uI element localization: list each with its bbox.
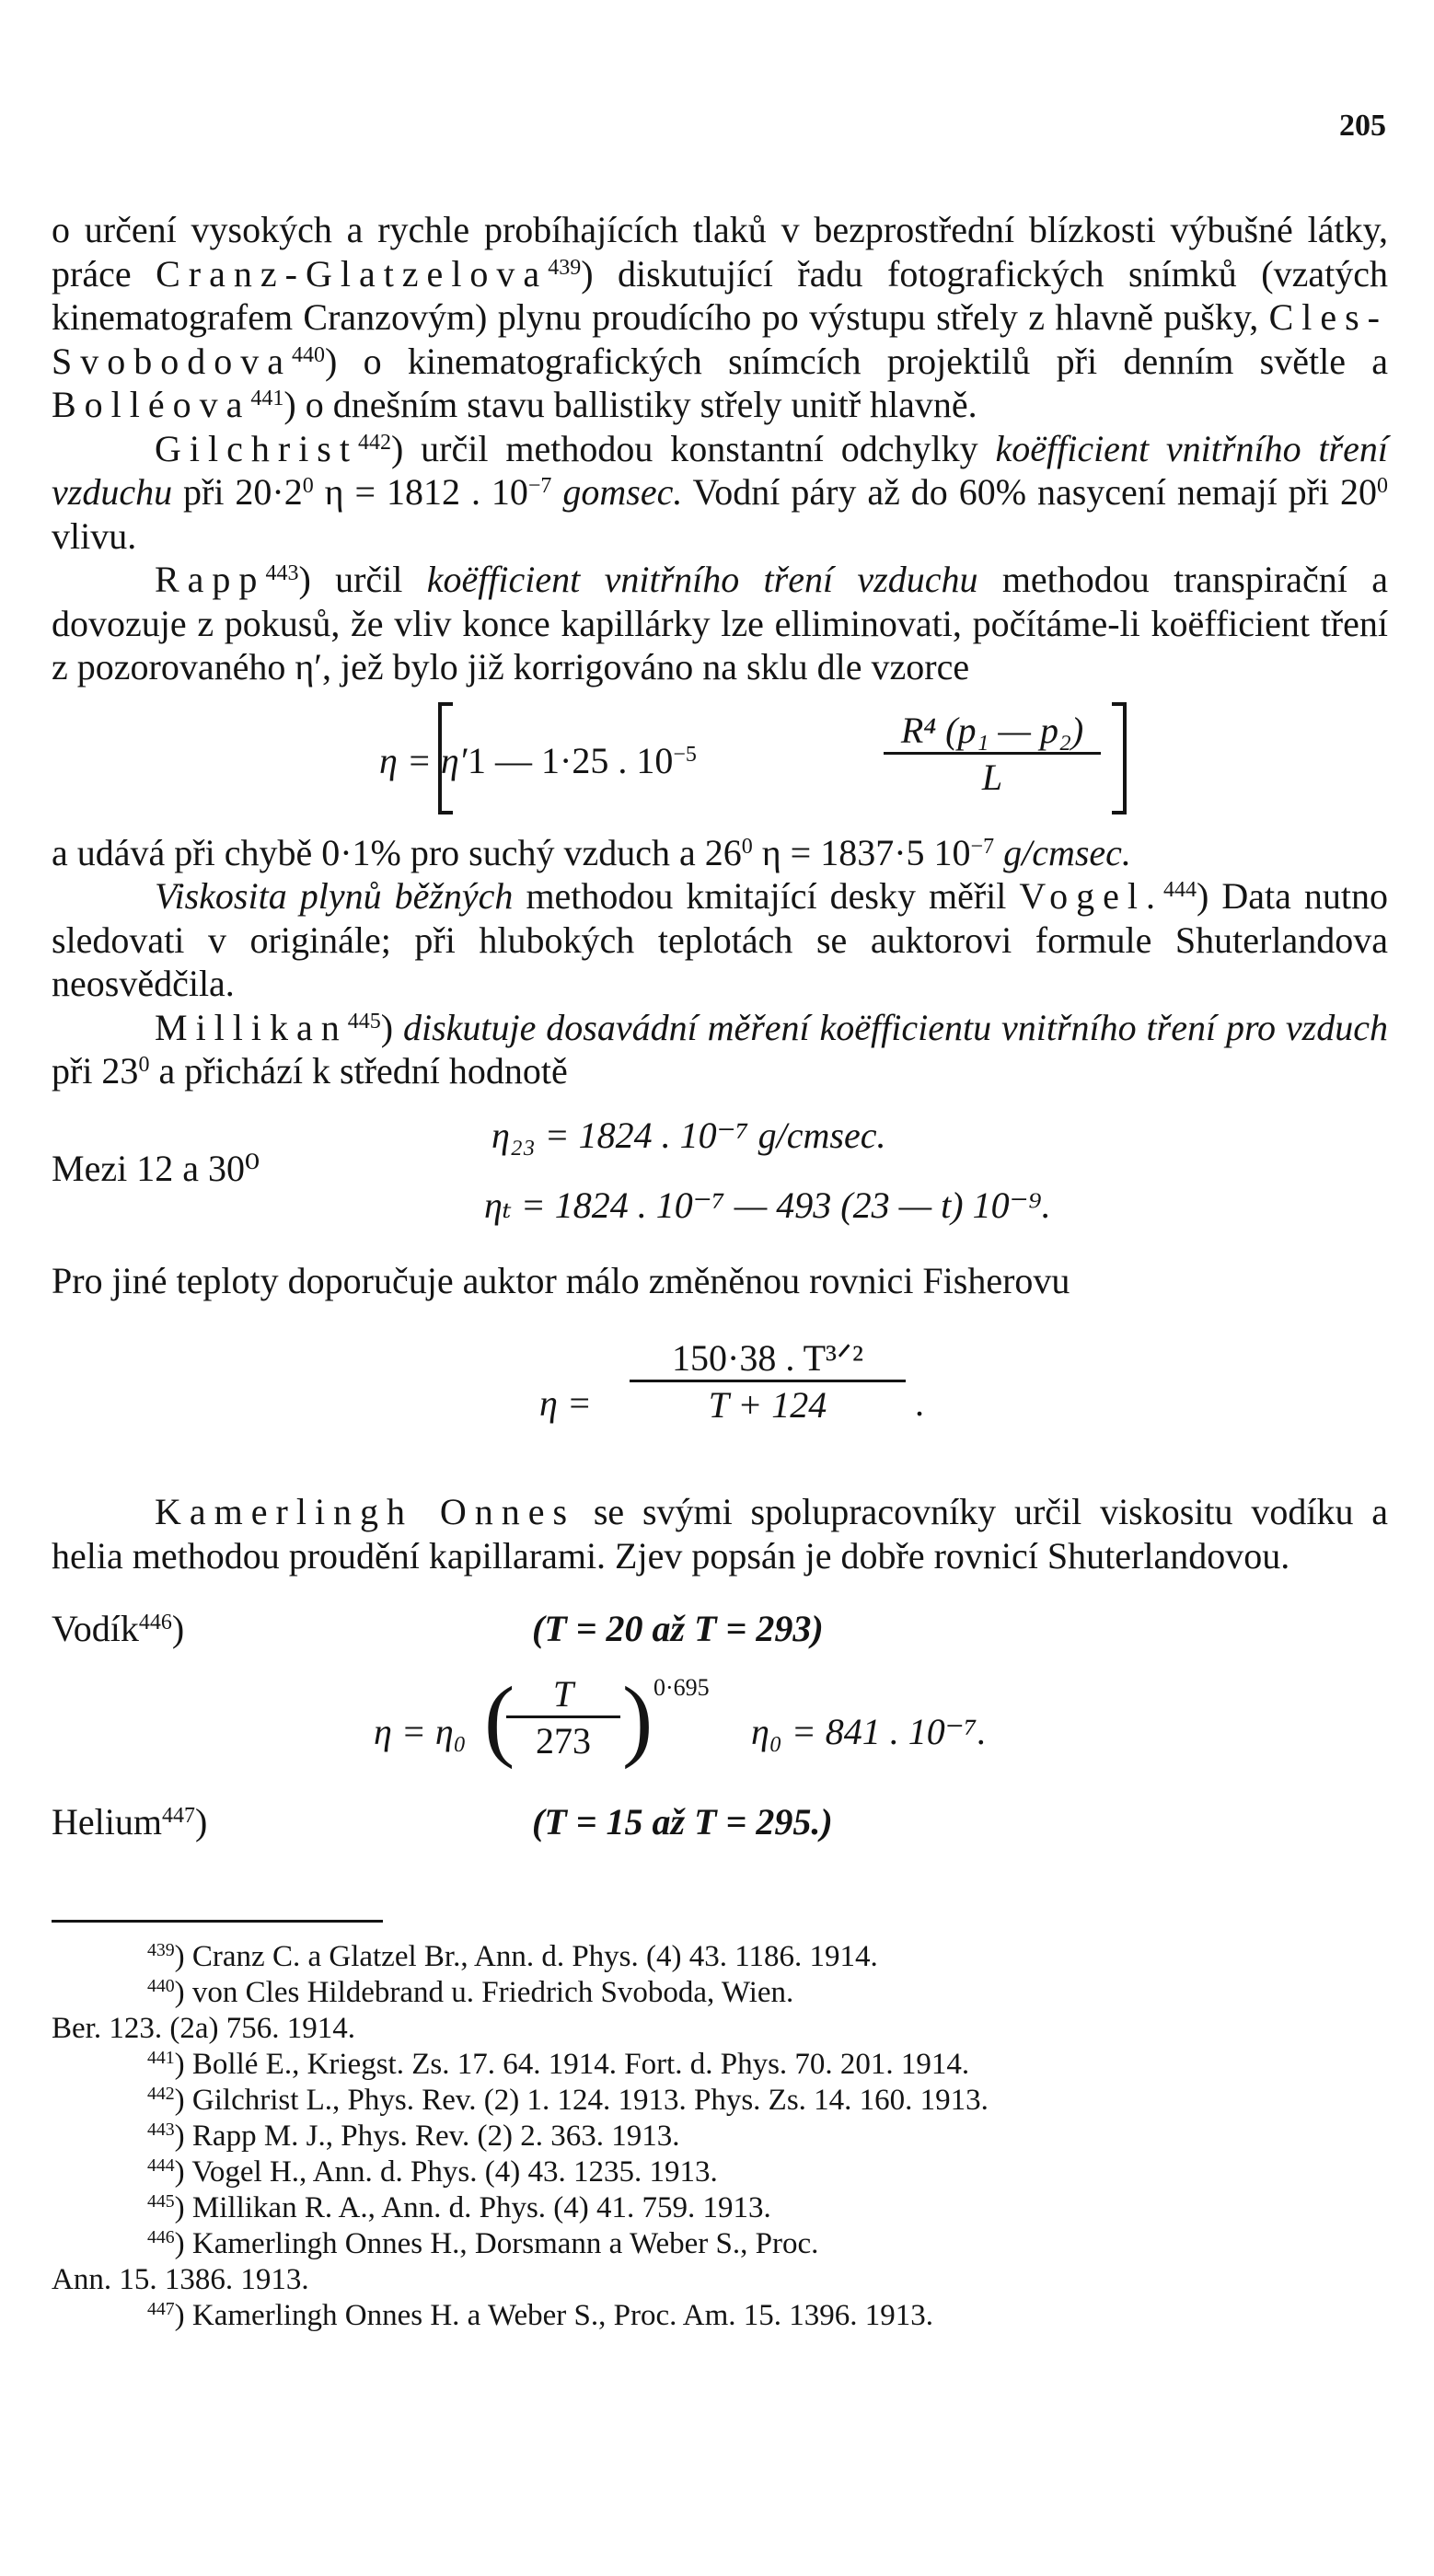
author-kamerlingh-onnes: Kamerlingh Onnes [155,1491,576,1532]
fraction-denominator: T + 124 [708,1384,827,1426]
vodik-label: Vodík$^{446}$) [52,1608,185,1649]
footnote-443: $^{443}$) Rapp M. J., Phys. Rev. (2) 2. 363. 1913. [147,2120,680,2153]
fraction-numerator: R⁴ (p₁ — p₂) [884,710,1101,755]
footnote-ref-439: 439 [548,255,582,280]
author-millikan: Millikan [155,1006,348,1048]
paragraph-6: Millikan$^{445}$) diskutuje dosavádní měření koëfficientu vnitřního tření pro vzduch při $23^0$ a přichází k střední hodnotě [52,1006,1388,1092]
equation-fraction [630,1337,906,1428]
row-helium [52,1800,1388,1855]
author-vogel: Vogel. [1019,875,1164,917]
footnote-445: $^{445}$) Millikan R. A., Ann. d. Phys. (4) 41. 759. 1913. [147,2191,771,2224]
footnote-ref-443: 443 [265,560,299,585]
equation-lhs: η = η₀ [374,1711,467,1752]
footnote-ref-447: 447 [161,1803,195,1828]
row-vodik [52,1607,1388,1662]
footnote-447: $^{447}$) Kamerlingh Onnes H. a Weber S., Proc. Am. 15. 1396. 1913. [147,2299,934,2332]
footnote-446-continued: Ann. 15. 1386. 1913. [52,2263,309,2296]
footnote-442: $^{442}$) Gilchrist L., Phys. Rev. (2) 1. 124. 1913. Phys. Zs. 14. 160. 1913. [147,2084,989,2117]
author-cles-svoboda: Cles-Svobodova [52,296,1388,382]
footnote-440: $^{440}$) von Cles Hildebrand u. Friedrich Svoboda, Wien. [147,1976,794,2009]
footnote-ref-444: 444 [1163,877,1197,902]
author-gilchrist: Gilchrist [155,427,358,469]
helium-range: (T = 15 až T = 295.) [532,1801,833,1842]
footnote-ref-446: 446 [138,1610,172,1635]
paragraph-7: Pro jiné teploty doporučuje auktor málo změněnou rovnici Fisherovu [52,1259,1070,1301]
equation-fraction [884,710,1101,801]
left-bracket [438,702,453,814]
page-body [52,208,1388,2334]
equation-lhs: η = η′ [379,739,468,781]
right-paren: ) [622,1668,653,1770]
footnote-444: $^{444}$) Vogel H., Ann. d. Phys. (4) 43. 1235. 1913. [147,2155,718,2189]
equation-eta0: η₀ = 841 . 10⁻⁷. [751,1711,987,1752]
right-bracket [1112,702,1127,814]
fraction-denominator: 273 [536,1720,591,1762]
paragraph-2: Gilchrist$^{442}$) určil methodou konstantní odchylky koëfficient vnitřního tření vzduchu při $20\cdot 2^0$ η = 1812 . $10^{-7}$ gomsec. Vodní páry až do 60% nasycení nemají při $20^0$ vlivu. [52,427,1388,557]
footnote-ref-440: 440 [292,342,325,367]
equation-rapp [52,697,1388,826]
helium-label: Helium$^{447}$) [52,1801,208,1842]
equation-fraction [506,1673,620,1764]
footnote-ref-442: 442 [357,430,391,455]
footnote-ref-441: 441 [250,386,284,410]
footnote-ref-445: 445 [347,1009,381,1034]
fraction-denominator: L [981,756,1003,798]
paragraph-8: Kamerlingh Onnes se svými spolupracovníky určil viskositu vodíku a helia methodou proudění kapillarami. Zjev popsán je dobře rovnicí Shuterlandovou. [52,1491,1389,1577]
equation-vodik [52,1662,1388,1782]
equation-millikan [52,1114,1388,1233]
vodik-range: (T = 20 až T = 293) [532,1608,824,1649]
author-bolle: Bolléova [52,384,251,425]
footnote-440-continued: Ber. 123. (2a) 756. 1914. [52,2012,355,2045]
equation-line-2: ηₜ = 1824 . 10⁻⁷ — 493 (23 — t) 10⁻⁹. [484,1184,1051,1226]
author-rapp: Rapp [155,559,266,600]
footnote-divider [52,1920,383,1923]
paragraph-5: Viskosita plynů běžných methodou kmitající desky měřil Vogel.$^{444}$) Data nutno sledovati v originále; při hlubokých teplotách se auktorovi formule Shuterlandova neosvědčila. [52,875,1388,1004]
paragraph-3: Rapp$^{443}$) určil koëfficient vnitřního tření vzduchu methodou transpirační a dovozuje z pokusů, že vliv konce kapillárky lze elliminovati, počítáme-li koëfficient tření z pozorovaného η′, jež bylo již korrigováno na sklu dle vzorce [52,559,1388,687]
equation-period: . [915,1382,924,1424]
equation-line-1: η₂₃ = 1824 . 10⁻⁷ g/cmsec. [491,1114,886,1156]
equation-range-label: Mezi 12 a 30⁰ [52,1147,260,1189]
paragraph-4: a udává při chybě 0·1% pro suchý vzduch a $26^0$ η = 1837·5 $10^{-7}$ g/cmsec. [52,831,1131,873]
footnote-441: $^{441}$) Bollé E., Kriegst. Zs. 17. 64. 1914. Fort. d. Phys. 70. 201. 1914. [147,2048,970,2081]
page-number: 205 [1339,109,1386,143]
equation-lhs: η = [539,1382,592,1424]
author-cranz-glatzel: Cranz-Glatzelova [156,252,549,295]
footnotes [52,1939,1388,2334]
left-paren: ( [484,1668,515,1770]
equation-fisher [52,1317,1388,1473]
paragraph-1: o určení vysokých a rychle probíhajících tlaků v bezprostřední blízkosti výbušné látky, práce Cranz-Glatzelova$^{439}$) diskutující řadu fotografických snímků (vzatých kinematografem Cranzovým) plynu proudícího po výstupu střely z hlavně pušky, Cles-Svobodova$^{440}$) o kinematografických snímcích projektilů při denním světle a Bolléova$^{441}$) o dnešním stavu ballistiky střely unitř hlavně. [52,209,1388,425]
equation-term: 1 — 1·25 . $10^{-5}$ [468,739,697,781]
footnote-446: $^{446}$) Kamerlingh Onnes H., Dorsmann a Weber S., Proc. [147,2227,819,2260]
equation-exponent: 0·695 [653,1674,710,1701]
fraction-numerator: 150·38 . T³ᐟ² [630,1337,906,1382]
fraction-numerator: T [506,1673,620,1718]
footnote-439: $^{439}$) Cranz C. a Glatzel Br., Ann. d. Phys. (4) 43. 1186. 1914. [147,1940,878,1973]
